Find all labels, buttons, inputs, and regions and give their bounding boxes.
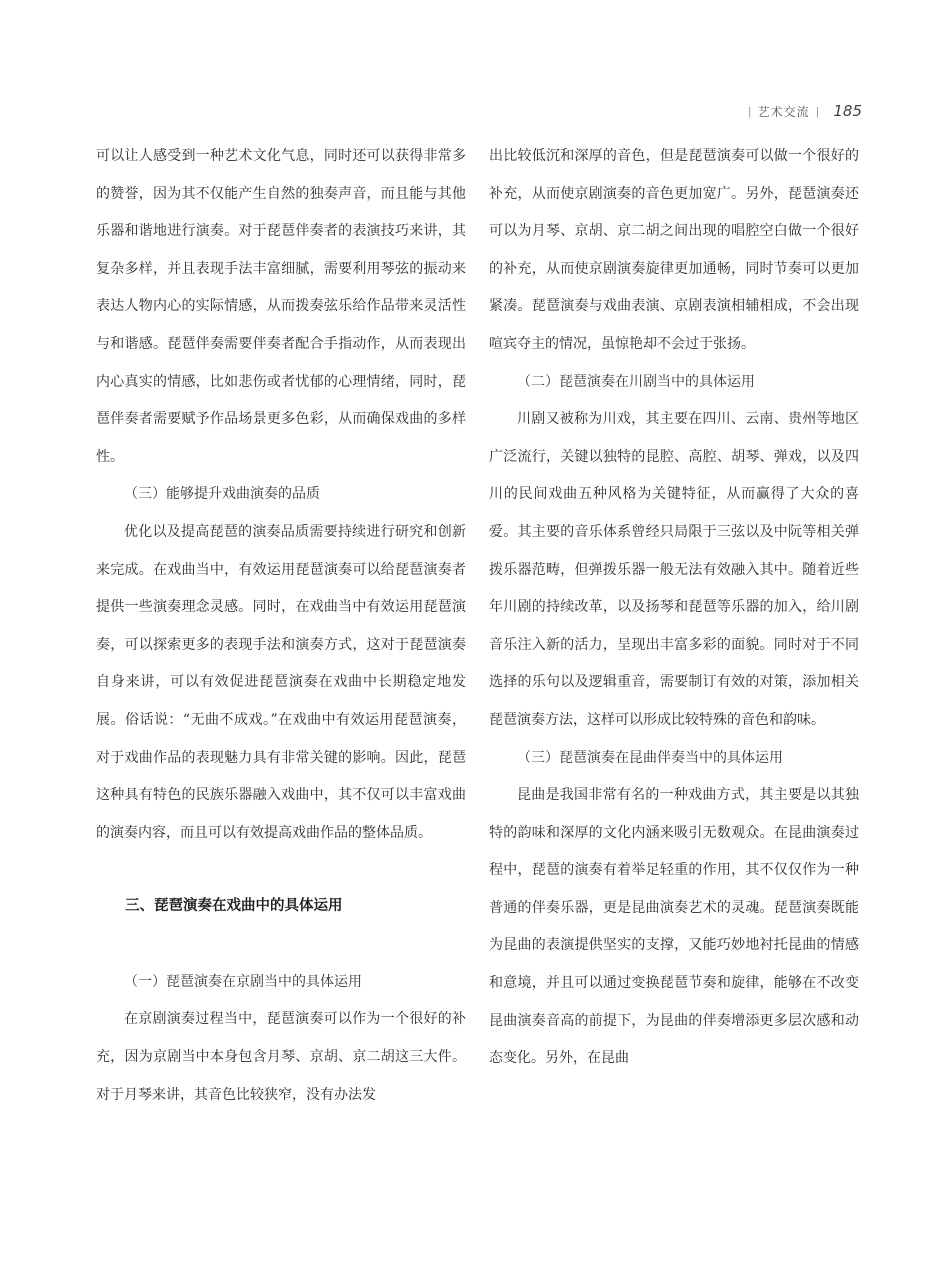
- section-heading: 三、琵琶演奏在戏曲中的具体运用: [125, 898, 343, 915]
- paragraph-peking-opera-continued: 出比较低沉和深厚的音色，但是琵琶演奏可以做一个很好的补充，从而使京剧演奏的音色更加宽广。另外，琵琶演奏还可以为月琴、京胡、京二胡之间出现的唱腔空白做一个很好的补充，从而使京剧演奏旋律更加通畅，同时节奏可以更加紧凑。琵琶演奏与戏曲表演、京剧表演相辅相成，不会出现喧宾夺主的情况，虽惊艳却不会过于张扬。: [489, 148, 859, 352]
- header-section-title: 艺术交流: [757, 104, 810, 119]
- paragraph-kunqu: 昆曲是我国非常有名的一种戏曲方式，其主要是以其独特的韵味和深厚的文化内涵来吸引无数观众。在昆曲演奏过程中，琵琶的演奏有着举足轻重的作用，其不仅仅作为一种普通的伴奏乐器，更是昆曲演奏艺术的灵魂。琵琶演奏既能为昆曲的表演提供坚实的支撑，又能巧妙地衬托昆曲的情感和意境，并且可以通过变换琵琶节奏和旋律，能够在不改变昆曲演奏音高的前提下，为昆曲的伴奏增添更多层次感和动态变化。另外，在昆曲: [489, 787, 859, 1067]
- header-separator-left: |: [747, 104, 752, 118]
- header-separator-right: |: [815, 104, 820, 118]
- subheading-peking-opera: （一）琵琶演奏在京剧当中的具体运用: [124, 973, 362, 990]
- subheading-improve-quality: （三）能够提升戏曲演奏的品质: [124, 486, 320, 503]
- paragraph-sichuan-opera: 川剧又被称为川戏，其主要在四川、云南、贵州等地区广泛流行，关键以独特的昆腔、高腔、胡琴、弹戏，以及四川的民间戏曲五种风格为关键特征，从而赢得了大众的喜爱。其主要的音乐体系曾经只局限于三弦以及中阮等相关弹拨乐器范畴，但弹拨乐器一般无法有效融入其中。随着近些年川剧的持续改革，以及扬琴和琵琶等乐器的加入，给川剧音乐注入新的活力，呈现出丰富多彩的面貌。同时对于不同选择的乐句以及逻辑重音，需要制订有效的对策，添加相关琵琶演奏方法，这样可以形成比较特殊的音色和韵味。: [489, 411, 859, 728]
- paragraph-peking-opera: 在京剧演奏过程当中，琵琶演奏可以作为一个很好的补充，因为京剧当中本身包含月琴、京胡、京二胡这三大件。对于月琴来讲，其音色比较狭窄，没有办法发: [96, 1011, 466, 1103]
- subheading-kunqu: （三）琵琶演奏在昆曲伴奏当中的具体运用: [517, 749, 783, 766]
- left-column: [96, 138, 466, 1114]
- paragraph-quality: 优化以及提高琵琶的演奏品质需要持续进行研究和创新来完成。在戏曲当中，有效运用琵琶演奏可以给琵琶演奏者提供一些演奏理念灵感。同时，在戏曲当中有效运用琵琶演奏，可以探索更多的表现手法和演奏方式，这对于琵琶演奏自身来讲，可以有效促进琵琶演奏在戏曲中长期稳定地发展。俗话说：“无曲不成戏。”在戏曲中有效运用琵琶演奏，对于戏曲作品的表现魅力具有非常关键的影响。因此，琵琶这种具有特色的民族乐器融入戏曲中，其不仅可以丰富戏曲的演奏内容，而且可以有效提高戏曲作品的整体品质。: [96, 523, 466, 841]
- running-header: [748, 102, 862, 120]
- subheading-sichuan-opera: （二）琵琶演奏在川剧当中的具体运用: [517, 373, 755, 390]
- page-number: 185: [833, 102, 862, 120]
- right-column: [489, 138, 859, 1078]
- paragraph-continued: 可以让人感受到一种艺术文化气息，同时还可以获得非常多的赞誉，因为其不仅能产生自然的独奏声音，而且能与其他乐器和谐地进行演奏。对于琵琶伴奏者的表演技巧来讲，其复杂多样，并且表现手法丰富细腻，需要利用琴弦的振动来表达人物内心的实际情感，从而拨奏弦乐给作品带来灵活性与和谐感。琵琶伴奏需要伴奏者配合手指动作，从而表现出内心真实的情感，比如悲伤或者忧郁的心理情绪，同时，琵琶伴奏者需要赋予作品场景更多色彩，从而确保戏曲的多样性。: [96, 148, 466, 465]
